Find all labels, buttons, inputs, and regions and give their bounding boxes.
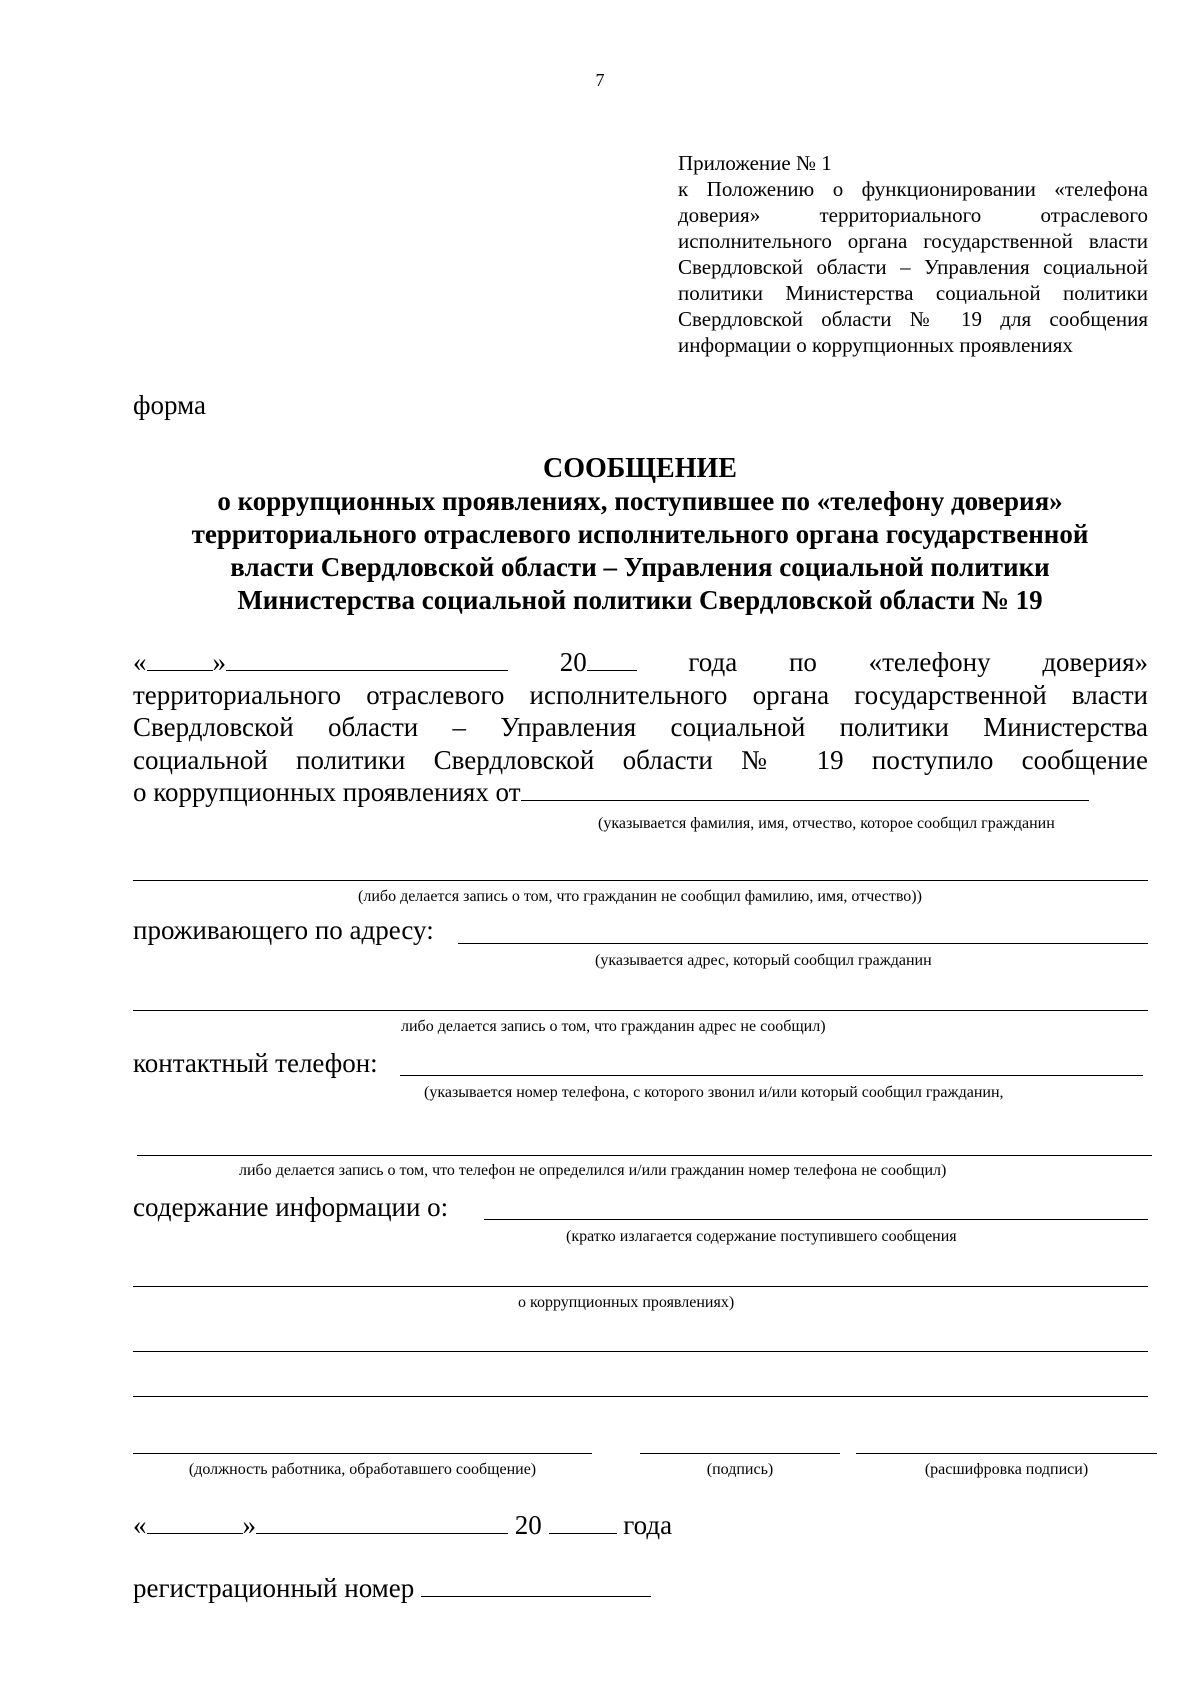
date-open-quote: « [133, 647, 147, 677]
signature-caption: (подпись) [706, 1461, 774, 1478]
bottom-year-suffix: года [623, 1510, 673, 1540]
title-line: власти Свердловской области – Управления социальной политики [230, 552, 1050, 582]
signature-decode-caption: (расшифровка подписи) [924, 1461, 1089, 1478]
signature-decode-blank[interactable] [856, 1453, 1157, 1454]
document-title [133, 452, 1147, 617]
date-close-quote: » [212, 647, 226, 677]
position-blank[interactable] [133, 1453, 592, 1454]
hint-content-alt: о коррупционных проявлениях) [518, 1294, 735, 1311]
hint-content: (кратко излагается содержание поступившего сообщения [566, 1228, 957, 1245]
address-label: проживающего по адресу: [133, 915, 434, 945]
title-line: о коррупционных проявлениях, поступившее по «телефону доверия» [217, 486, 1063, 516]
hint-phone: (указывается номер телефона, с которого звонил и/или который сообщил гражданин, [424, 1084, 1004, 1101]
title-line: территориального отраслевого исполнительного органа государственной [191, 519, 1089, 549]
appendix-line: доверия» территориального отраслевого [678, 203, 1148, 227]
registration-blank[interactable] [421, 1572, 651, 1597]
intro-line1-rest: года по «телефону доверия» [688, 647, 1148, 677]
phone-label: контактный телефон: [133, 1048, 378, 1078]
hint-address: (указывается адрес, который сообщил гражданин [595, 952, 932, 969]
phone-blank-line[interactable] [137, 1155, 1152, 1156]
fio-blank[interactable] [521, 776, 1089, 801]
bottom-year-prefix: 20 [514, 1510, 542, 1540]
hint-address-alt: либо делается запись о том, что гражданин адрес не сообщил) [401, 1018, 826, 1035]
bottom-date-close-quote: » [242, 1510, 256, 1540]
intro-line-3: Свердловской области – Управления социальной политики Министерства [133, 712, 1148, 742]
intro-paragraph [133, 646, 1148, 809]
content-blank-line[interactable] [133, 1351, 1148, 1352]
appendix-line: политики Министерства социальной политики [678, 281, 1148, 305]
content-blank-line[interactable] [133, 1286, 1148, 1287]
day-blank[interactable] [147, 646, 213, 671]
hint-phone-alt: либо делается запись о том, что телефон не определился и/или гражданин номер телефона не сообщил) [239, 1162, 947, 1179]
intro-line-5-text: о коррупционных проявлениях от [133, 777, 521, 807]
intro-line-5 [133, 776, 1148, 809]
appendix-line: исполнительного органа государственной власти [678, 229, 1148, 253]
address-blank[interactable] [458, 943, 1148, 944]
year-prefix: 20 [559, 647, 587, 677]
page-number: 7 [595, 70, 605, 90]
appendix-line: Свердловской области – Управления социальной [678, 255, 1148, 279]
address-blank-line[interactable] [133, 1010, 1148, 1011]
appendix-line: к Положению о функционировании «телефона [678, 177, 1148, 201]
intro-line-2: территориального отраслевого исполнительного органа государственной власти [133, 679, 1148, 710]
title-line: Министерства социальной политики Свердловской области № 19 [237, 585, 1043, 615]
registration-label: регистрационный номер [133, 1573, 415, 1603]
bottom-date-line [133, 1509, 672, 1541]
bottom-day-blank[interactable] [147, 1509, 243, 1534]
bottom-date-open-quote: « [133, 1510, 147, 1540]
position-caption: (должность работника, обработавшего сообщение) [188, 1461, 537, 1478]
signature-blank[interactable] [640, 1453, 840, 1454]
content-blank-line[interactable] [133, 1396, 1148, 1397]
fio-blank-line[interactable] [133, 880, 1148, 881]
hint-fio: (указывается фамилия, имя, отчество, которое сообщил гражданин [598, 815, 1055, 832]
appendix-line: Приложение № 1 [678, 151, 832, 175]
content-label: содержание информации о: [133, 1192, 449, 1222]
registration-line [133, 1572, 651, 1604]
appendix-block [678, 150, 1148, 358]
bottom-month-blank[interactable] [256, 1509, 508, 1534]
intro-line-4: социальной политики Свердловской области № 19 поступило сообщение [133, 744, 1148, 775]
form-label: форма [133, 390, 206, 420]
month-blank[interactable] [226, 646, 508, 671]
appendix-line: Свердловской области № 19 для сообщения [678, 307, 1148, 331]
title-heading: СООБЩЕНИЕ [543, 453, 737, 484]
bottom-year-blank[interactable] [549, 1509, 617, 1534]
intro-line-1 [133, 646, 1148, 679]
hint-fio-alt: (либо делается запись о том, что гражданин не сообщил фамилию, имя, отчество)) [358, 888, 922, 905]
phone-blank[interactable] [400, 1075, 1143, 1076]
content-blank[interactable] [484, 1219, 1148, 1220]
year-blank[interactable] [587, 646, 637, 671]
appendix-line: информации о коррупционных проявлениях [678, 333, 1073, 357]
